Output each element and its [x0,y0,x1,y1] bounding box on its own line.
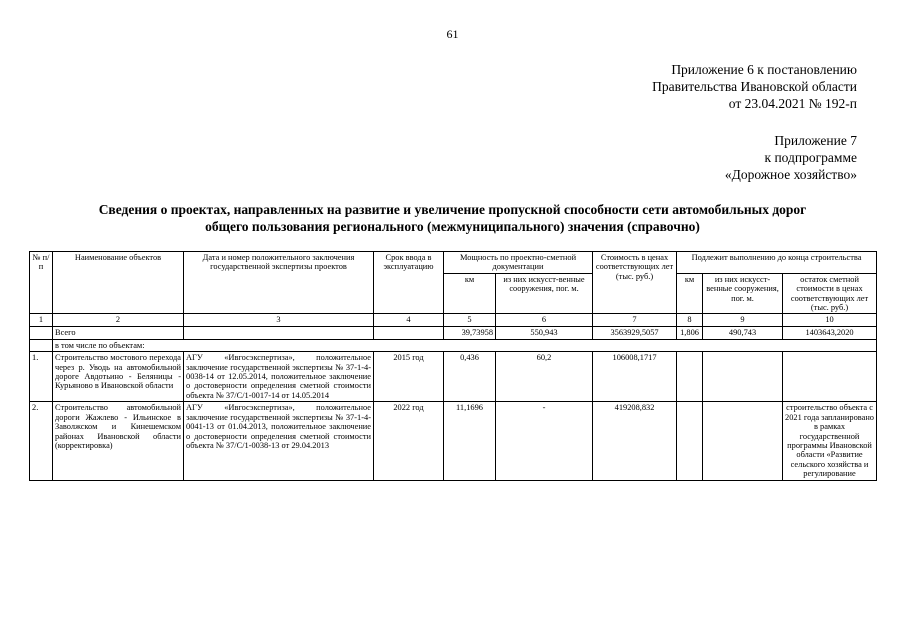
title-line: общего пользования регионального (межмуниципального) значения (справочно) [205,219,700,234]
appendix-line: Правительства Ивановской области [652,79,857,94]
column-index: 1 [30,314,53,327]
row-cost: 106008,1717 [593,352,677,402]
appendix-line: от 23.04.2021 № 192-п [728,96,857,111]
row-remaining-artificial [703,352,783,402]
row-num: 1. [30,352,53,402]
table-row [30,402,877,480]
total-remaining-cost: 1403643,2020 [783,327,877,339]
header-remaining-cost: остаток сметной стоимости в ценах соответствующих лет (тыс. руб.) [783,273,877,314]
total-cost: 3563929,5057 [593,327,677,339]
row-deadline: 2022 год [374,402,444,480]
column-index: 2 [53,314,184,327]
column-index-row [30,314,877,327]
row-remaining-cost [783,352,877,402]
column-index: 5 [444,314,496,327]
column-index: 9 [703,314,783,327]
row-name: Строительство автомобильной дороги Жажлево - Ильинское в Заволжском и Кинешемском районах Ивановской области (корректировка) [53,402,184,480]
table-row [30,352,877,402]
total-remaining-km: 1,806 [677,327,703,339]
header-remaining-artificial: из них искусст-венные сооружения, пог. м. [703,273,783,314]
header-deadline: Срок ввода в эксплуатацию [374,252,444,314]
total-deadline [374,327,444,339]
total-row [30,327,877,339]
header-capacity-artificial: из них искусст-венные сооружения, пог. м. [496,273,593,314]
header-name: Наименование объектов [53,252,184,314]
row-remaining-km [677,402,703,480]
total-num [30,327,53,339]
total-expertise [184,327,374,339]
header-cost: Стоимость в ценах соответствующих лет (тыс. руб.) [593,252,677,314]
column-index: 10 [783,314,877,327]
row-km: 0,436 [444,352,496,402]
total-km: 39,73958 [444,327,496,339]
projects-table [29,251,877,481]
row-deadline: 2015 год [374,352,444,402]
including-num [30,339,53,351]
total-artificial: 550,943 [496,327,593,339]
appendix-line: Приложение 7 [774,133,857,148]
total-label: Всего [53,327,184,339]
row-expertise: АГУ «Ивгосэкспертиза», положительное заключение государственной экспертизы № 37-1-4-0038-14 от 12.05.2014, положительное заключение о достоверности определения сметной стоимости объекта № 37/С/1-0017-14 от 14.05.2014 [184,352,374,402]
row-num: 2. [30,402,53,480]
row-artificial: 60,2 [496,352,593,402]
column-index: 8 [677,314,703,327]
document-title [40,201,865,235]
row-remaining-cost: строительство объекта с 2021 года запланировано в рамках государственной программы Ивановской области «Развитие сельского хозяйства и регулирование [783,402,877,480]
page-number: 61 [446,27,459,41]
header-remaining: Подлежит выполнению до конца строительства [677,252,877,274]
column-index: 6 [496,314,593,327]
row-remaining-km [677,352,703,402]
header-remaining-km: км [677,273,703,314]
row-remaining-artificial [703,402,783,480]
row-name: Строительство мостового перехода через р. Уводь на автомобильной дороге Авдотьино - Беляницы - Курьяново в Ивановской области [53,352,184,402]
row-km: 11,1696 [444,402,496,480]
column-index: 4 [374,314,444,327]
appendix-line: «Дорожное хозяйство» [724,167,857,182]
total-remaining-artificial: 490,743 [703,327,783,339]
title-line: Сведения о проектах, направленных на развитие и увеличение пропускной способности сети автомобильных дорог [98,202,807,217]
header-expertise: Дата и номер положительного заключения государственной экспертизы проектов [184,252,374,314]
appendix-resolution-reference [652,61,857,112]
row-expertise: АГУ «Ивгосэкспертиза», положительное заключение государственной экспертизы № 37-1-4-0041-13 от 01.04.2013, положительное заключение о достоверности определения сметной стоимости объекта № 37/С/1-0038-13 от 29.04.2013 [184,402,374,480]
including-label: в том числе по объектам: [53,339,877,351]
appendix-line: к подпрограмме [764,150,857,165]
header-capacity-km: км [444,273,496,314]
row-artificial: - [496,402,593,480]
including-row [30,339,877,351]
row-cost: 419208,832 [593,402,677,480]
header-num: № п/п [30,252,53,314]
appendix-subprogram-reference [725,132,857,183]
appendix-line: Приложение 6 к постановлению [671,62,857,77]
column-index: 3 [184,314,374,327]
header-capacity: Мощность по проектно-сметной документации [444,252,593,274]
column-index: 7 [593,314,677,327]
